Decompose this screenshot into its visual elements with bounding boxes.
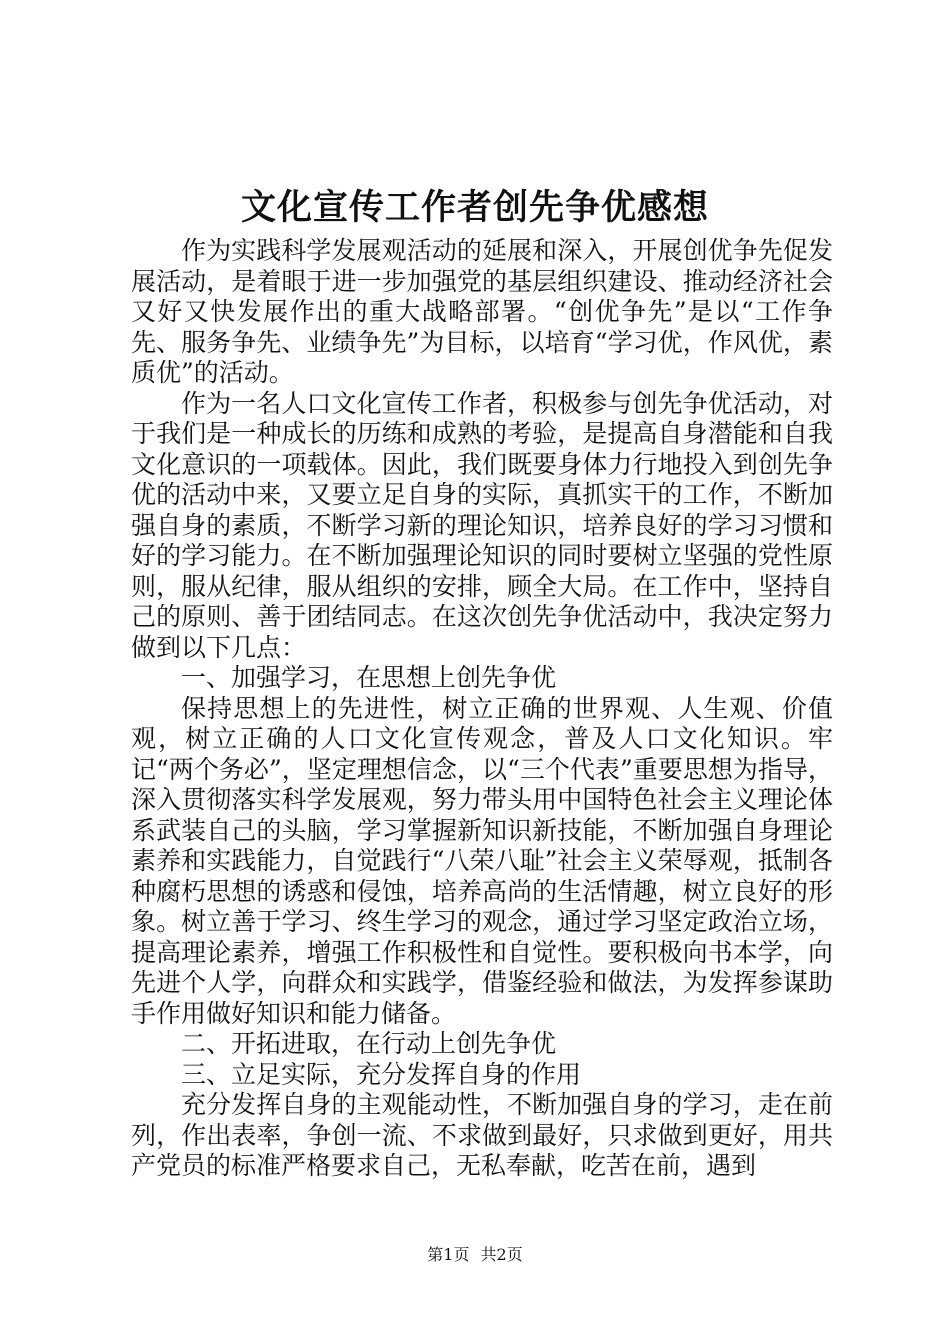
document-body: [131, 236, 833, 1182]
page-number: 第1页: [427, 1245, 470, 1264]
section-heading-3: 三、立足实际，充分发挥自身的作用: [181, 1059, 582, 1089]
paragraph-intro: 作为实践科学发展观活动的延展和深入，开展创优争先促发展活动，是着眼于进一步加强党的基层组织建设、推动经济社会又好又快发展作出的重大战略部署。“创优争先”是以“工作争先、服务争先、业绩争先”为目标，以培育“学习优，作风优，素质优”的活动。: [131, 236, 833, 387]
document-title: 文化宣传工作者创先争优感想: [240, 187, 709, 228]
page-total: 共2页: [480, 1245, 523, 1264]
paragraph-section-1: 保持思想上的先进性，树立正确的世界观、人生观、价值观，树立正确的人口文化宣传观念，普及人口文化知识。牢记“两个务必”，坚定理想信念，以“三个代表”重要思想为指导，深入贯彻落实科学发展观，努力带头用中国特色社会主义理论体系武装自己的头脑，学习掌握新知识新技能，不断加强自身理论素养和实践能力，自觉践行“八荣八耻”社会主义荣辱观，抵制各种腐朽思想的诱惑和侵蚀，培养高尚的生活情趣，树立良好的形象。树立善于学习、终生学习的观念，通过学习坚定政治立场，提高理论素养，增强工作积极性和自觉性。要积极向书本学，向先进个人学，向群众和实践学，借鉴经验和做法，为发挥参谋助手作用做好知识和能力储备。: [131, 693, 833, 1028]
paragraph-role: 作为一名人口文化宣传工作者，积极参与创先争优活动，对于我们是一种成长的历练和成熟的考验，是提高自身潜能和自我文化意识的一项载体。因此，我们既要身体力行地投入到创先争优的活动中来，又要立足自身的实际，真抓实干的工作，不断加强自身的素质，不断学习新的理论知识，培养良好的学习习惯和好的学习能力。在不断加强理论知识的同时要树立坚强的党性原则，服从纪律，服从组织的安排，顾全大局。在工作中，坚持自己的原则、善于团结同志。在这次创先争优活动中，我决定努力做到以下几点：: [131, 388, 833, 662]
section-heading-1: 一、加强学习，在思想上创先争优: [181, 663, 557, 692]
page-footer: [0, 1244, 950, 1266]
paragraph-section-3: 充分发挥自身的主观能动性，不断加强自身的学习，走在前列，作出表率，争创一流、不求做到最好，只求做到更好，用共产党员的标准严格要求自己，无私奉献，吃苦在前，遇到: [131, 1090, 833, 1180]
section-heading-2: 二、开拓进取，在行动上创先争优: [181, 1029, 557, 1058]
